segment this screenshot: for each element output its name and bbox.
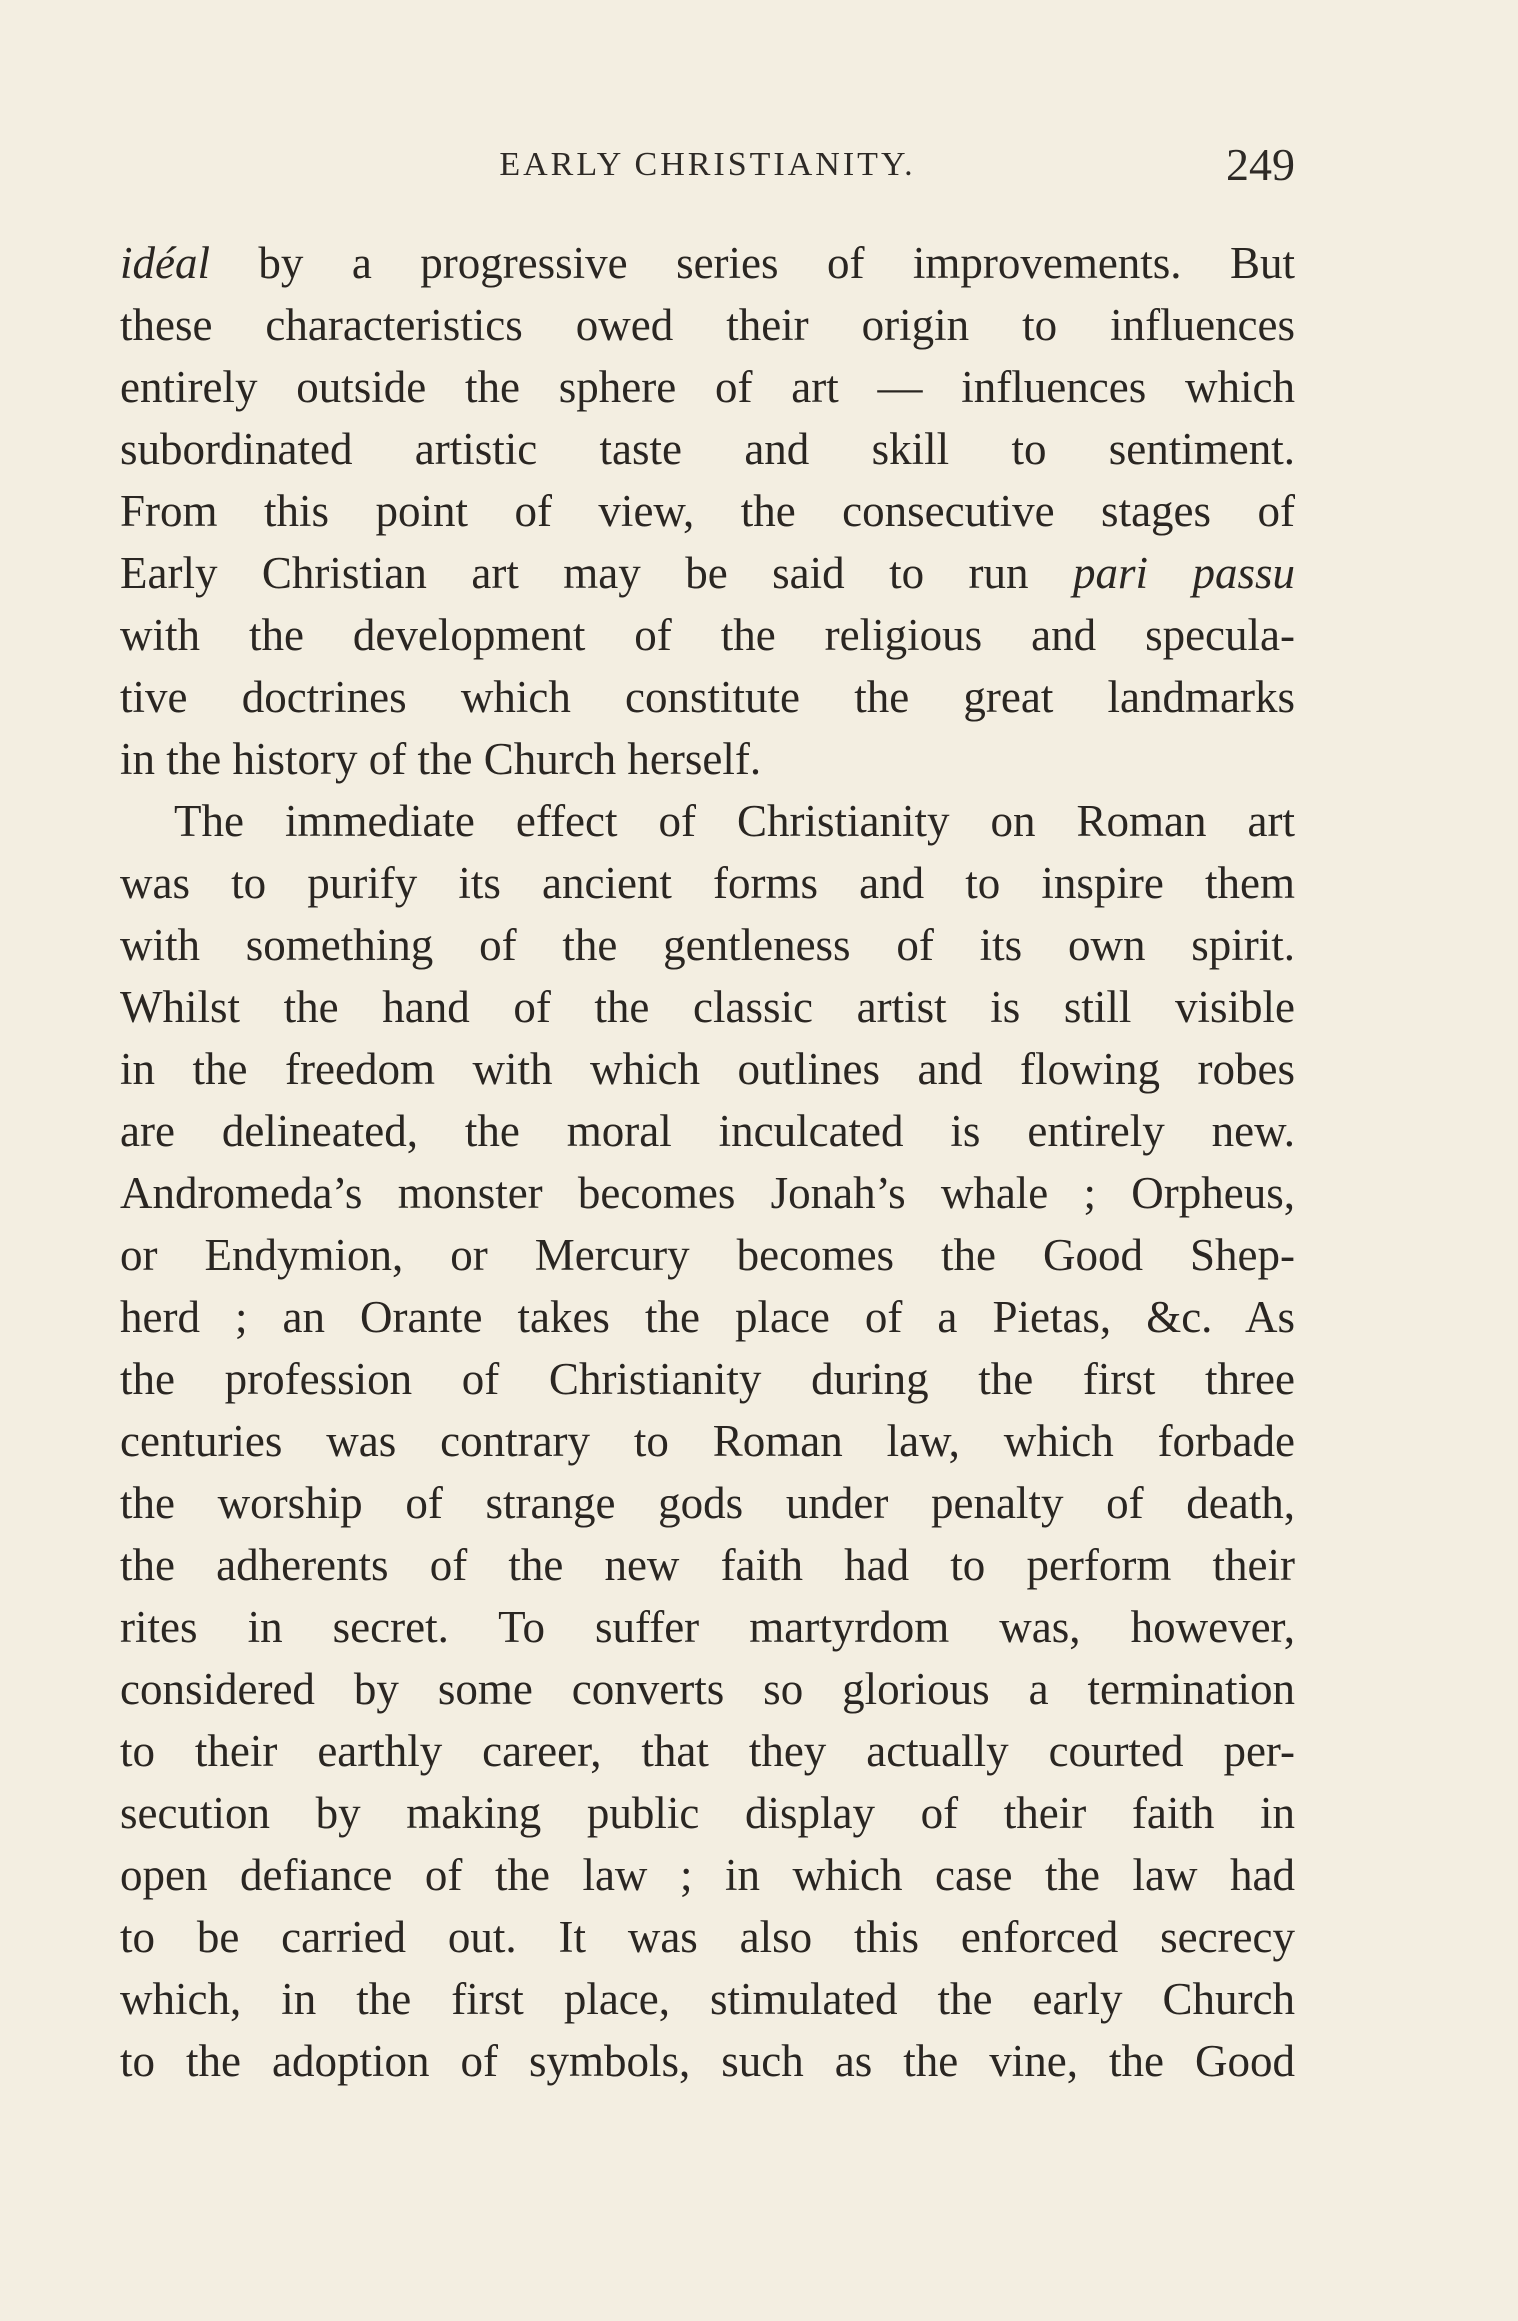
text-fragment: by a progressive series of improvements. But bbox=[209, 238, 1295, 288]
text-line: to the adoption of symbols, such as the vine, the Good bbox=[120, 2036, 1295, 2086]
text-line: Andromeda’s monster becomes Jonah’s whale ; Orpheus, bbox=[120, 1168, 1295, 1218]
text-line: in the history of the Church herself. bbox=[120, 734, 762, 784]
text-line: considered by some converts so glorious a termination bbox=[120, 1664, 1295, 1714]
page-number: 249 bbox=[1226, 139, 1295, 190]
text-line: with the development of the religious and specula- bbox=[120, 610, 1295, 660]
text-line: the adherents of the new faith had to perform their bbox=[120, 1540, 1295, 1590]
text-line: to their earthly career, that they actually courted per- bbox=[120, 1726, 1295, 1776]
text-line: entirely outside the sphere of art — influences which bbox=[120, 362, 1295, 412]
running-title: EARLY CHRISTIANITY. bbox=[499, 146, 916, 183]
text-fragment: Early Christian art may be said to run bbox=[120, 548, 1073, 598]
text-line: in the freedom with which outlines and flowing robes bbox=[120, 1044, 1295, 1094]
page-header bbox=[120, 138, 1295, 198]
text-line bbox=[120, 232, 1295, 294]
text-line: From this point of view, the consecutive stages of bbox=[120, 486, 1295, 536]
text-line: these characteristics owed their origin to influences bbox=[120, 300, 1295, 350]
text-line: secution by making public display of their faith in bbox=[120, 1788, 1295, 1838]
text-line: the profession of Christianity during the first three bbox=[120, 1354, 1295, 1404]
paragraph-first-line: The immediate effect of Christianity on Roman art bbox=[174, 796, 1295, 846]
text-line: Whilst the hand of the classic artist is still visible bbox=[120, 982, 1295, 1032]
text-line: rites in secret. To suffer martyrdom was, however, bbox=[120, 1602, 1295, 1652]
text-line: centuries was contrary to Roman law, which forbade bbox=[120, 1416, 1295, 1466]
text-line: to be carried out. It was also this enforced secrecy bbox=[120, 1912, 1295, 1962]
italic-term: pari passu bbox=[1073, 548, 1295, 598]
text-line: with something of the gentleness of its own spirit. bbox=[120, 920, 1295, 970]
text-line: open defiance of the law ; in which case the law had bbox=[120, 1850, 1295, 1900]
text-line: subordinated artistic taste and skill to sentiment. bbox=[120, 424, 1295, 474]
text-line: tive doctrines which constitute the great landmarks bbox=[120, 672, 1295, 722]
text-line: herd ; an Orante takes the place of a Pietas, &c. As bbox=[120, 1292, 1295, 1342]
text-line: or Endymion, or Mercury becomes the Good Shep- bbox=[120, 1230, 1295, 1280]
text-line: which, in the first place, stimulated the early Church bbox=[120, 1974, 1295, 2024]
italic-term: idéal bbox=[120, 238, 210, 288]
text-line: was to purify its ancient forms and to inspire them bbox=[120, 858, 1295, 908]
body-text bbox=[120, 232, 1295, 2092]
text-line: are delineated, the moral inculcated is entirely new. bbox=[120, 1106, 1295, 1156]
text-line: the worship of strange gods under penalty of death, bbox=[120, 1478, 1295, 1528]
text-line bbox=[120, 542, 1295, 604]
